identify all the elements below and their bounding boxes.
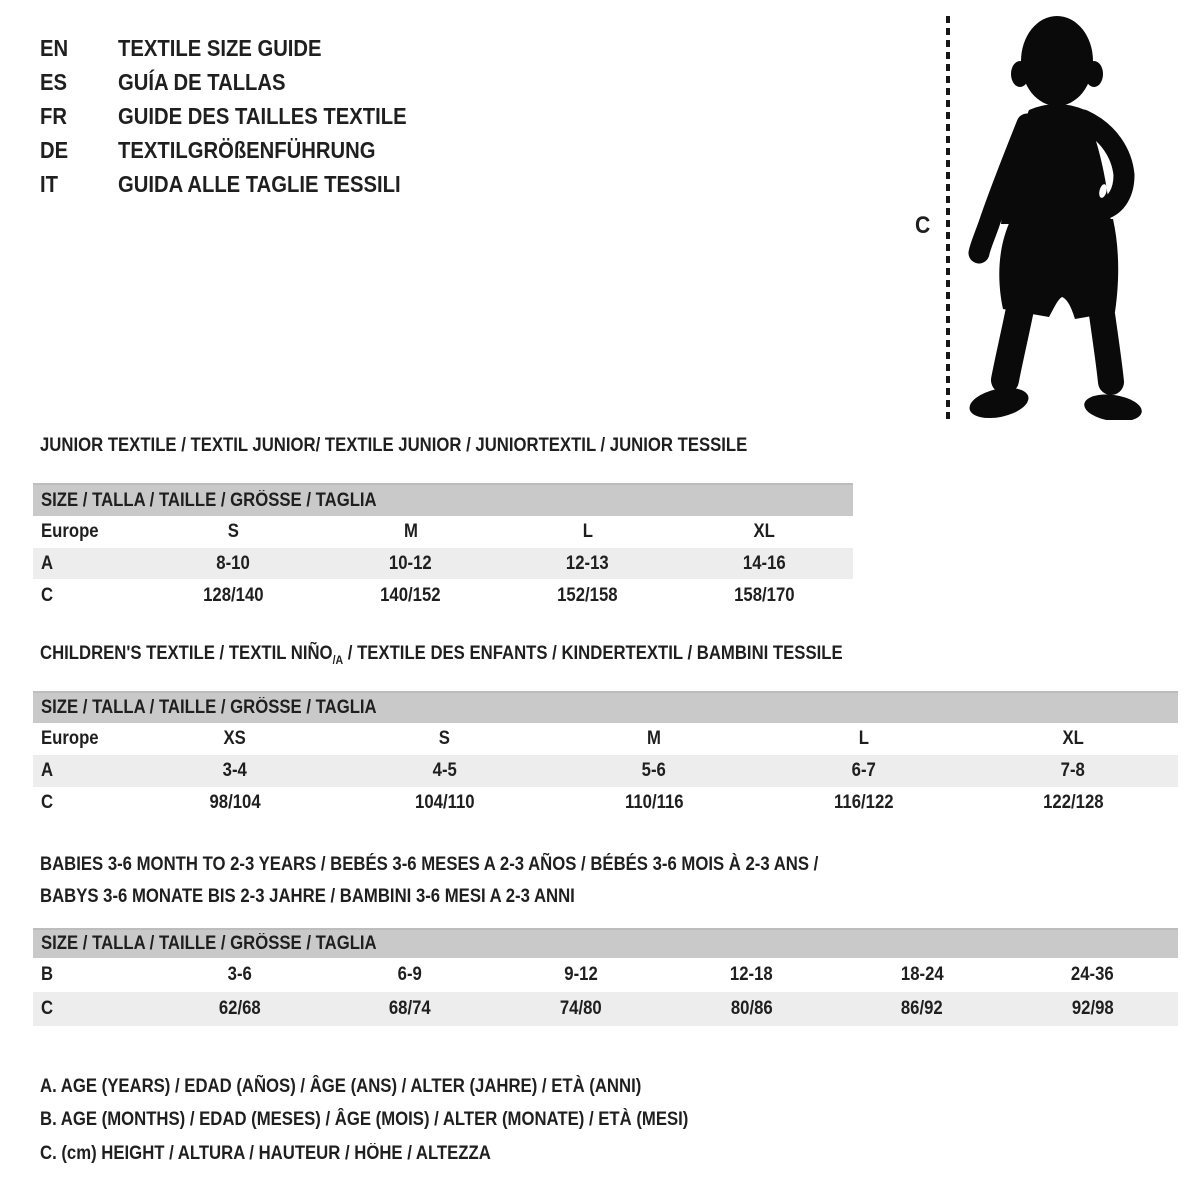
size-value: M (403, 521, 418, 542)
size-header-cell (33, 929, 1178, 958)
months-value: 3-6 (227, 964, 252, 985)
value-cell (837, 958, 1008, 992)
toddler-silhouette-icon (963, 14, 1153, 420)
children-section-title (40, 642, 952, 672)
value-cell (1007, 958, 1178, 992)
legend-line-a (40, 1075, 723, 1099)
value-cell (145, 579, 322, 612)
junior-section-title (40, 434, 844, 458)
age-value: 8-10 (216, 552, 251, 574)
row-label-cell (33, 723, 130, 755)
language-row-es (40, 65, 446, 99)
months-value: 24-36 (1071, 964, 1115, 985)
children-section-title-text (40, 642, 843, 672)
height-value: 92/98 (1071, 998, 1114, 1019)
height-value: 152/158 (557, 584, 618, 606)
size-header-text: SIZE / TALLA / TAILLE / GRÖSSE / TAGLIA (41, 489, 377, 511)
language-header (40, 31, 446, 201)
value-cell (340, 787, 550, 819)
row-label-cell (33, 958, 154, 992)
title-part: CHILDREN'S TEXTILE / TEXTIL NIÑO (40, 643, 333, 664)
size-value: XL (1062, 728, 1084, 749)
height-value: 128/140 (203, 584, 264, 606)
value-cell (154, 958, 325, 992)
height-measure-dashed-line (946, 16, 950, 420)
legend-line-b (40, 1108, 777, 1132)
value-cell (1007, 992, 1178, 1026)
age-value: 5-6 (641, 760, 667, 781)
size-header-text: SIZE / TALLA / TAILLE / GRÖSSE / TAGLIA (41, 933, 377, 954)
size-cell (130, 723, 340, 755)
junior-section-title-text: JUNIOR TEXTILE / TEXTIL JUNIOR/ TEXTILE JUNIOR / JUNIORTEXTIL / JUNIOR TESSILE (40, 435, 748, 456)
size-cell (145, 516, 322, 548)
height-value: 104/110 (414, 792, 475, 813)
row-label-cell (33, 516, 145, 548)
value-cell (666, 992, 837, 1026)
height-measure-label: C (915, 212, 931, 239)
size-cell (676, 516, 853, 548)
babies-size-table (33, 928, 1178, 1026)
age-value: 6-7 (851, 760, 876, 781)
value-cell (676, 548, 853, 579)
value-cell (130, 787, 340, 819)
legend-text-a: A. AGE (YEARS) / EDAD (AÑOS) / ÂGE (ANS) / ALTER (JAHRE) / ETÀ (ANNI) (40, 1076, 642, 1097)
months-value: 6-9 (397, 964, 423, 985)
age-value: 12-13 (566, 552, 609, 574)
size-cell (322, 516, 499, 548)
age-value: 14-16 (743, 552, 786, 574)
age-value: 3-4 (222, 760, 247, 781)
size-value: S (438, 728, 450, 749)
height-value: 98/104 (209, 792, 261, 813)
junior-size-table (33, 483, 853, 612)
value-cell (325, 958, 496, 992)
size-header-cell (33, 484, 853, 516)
height-row (33, 579, 853, 612)
height-value: 74/80 (559, 998, 602, 1019)
height-row (33, 992, 1178, 1026)
months-value: 9-12 (563, 964, 598, 985)
size-value: M (647, 728, 661, 749)
value-cell (549, 787, 759, 819)
language-row-en (40, 31, 446, 65)
language-code: ES (40, 69, 68, 95)
height-value: 80/86 (730, 998, 773, 1019)
size-value: S (227, 521, 240, 542)
row-label-cell (33, 787, 130, 819)
size-value: XL (753, 521, 776, 542)
age-row (33, 548, 853, 579)
height-value: 140/152 (380, 584, 441, 606)
value-cell (837, 992, 1008, 1026)
row-label-cell (33, 755, 130, 787)
value-cell (325, 992, 496, 1026)
value-cell (495, 958, 666, 992)
language-row-fr (40, 99, 446, 133)
language-row-de (40, 133, 446, 167)
size-value: L (582, 521, 593, 542)
region-label: Europe (41, 521, 99, 542)
value-cell (666, 958, 837, 992)
age-value: 4-5 (432, 760, 457, 781)
height-value: 86/92 (901, 998, 943, 1019)
language-row-it (40, 167, 446, 201)
title-subscript: /A (332, 653, 344, 667)
height-row (33, 787, 1178, 819)
value-cell (968, 787, 1178, 819)
age-row (33, 755, 1178, 787)
value-cell (499, 548, 676, 579)
language-code: IT (40, 171, 58, 197)
row-label: B (41, 964, 54, 985)
height-value: 158/170 (734, 584, 795, 606)
value-cell (340, 755, 550, 787)
title-part: / TEXTILE DES ENFANTS / KINDERTEXTIL / BAMBINI TESSILE (343, 643, 843, 664)
months-value: 12-18 (729, 964, 773, 985)
language-label: TEXTILGRÖßENFÜHRUNG (118, 137, 376, 163)
value-cell (495, 992, 666, 1026)
babies-section-title-line1 (40, 853, 924, 877)
row-label: A (41, 760, 54, 781)
value-cell (549, 755, 759, 787)
region-label: Europe (41, 728, 99, 749)
value-cell (130, 755, 340, 787)
row-label-cell (33, 579, 145, 612)
age-value: 7-8 (1061, 760, 1086, 781)
language-code: EN (40, 35, 69, 61)
size-cell (549, 723, 759, 755)
value-cell (499, 579, 676, 612)
legend-text-b: B. AGE (MONTHS) / EDAD (MESES) / ÂGE (MOIS) / ALTER (MONATE) / ETÀ (MESI) (40, 1109, 689, 1130)
value-cell (322, 548, 499, 579)
value-cell (759, 787, 969, 819)
size-value: L (858, 728, 869, 749)
row-label-cell (33, 992, 154, 1026)
children-size-table (33, 691, 1178, 819)
size-cell (759, 723, 969, 755)
region-row (33, 516, 853, 548)
size-header-bar (33, 692, 1178, 723)
language-label: GUIDE DES TAILLES TEXTILE (118, 103, 407, 129)
language-label: GUÍA DE TALLAS (118, 69, 286, 95)
row-label: C (41, 998, 54, 1019)
value-cell (154, 992, 325, 1026)
row-label: C (41, 584, 54, 606)
size-cell (499, 516, 676, 548)
size-header-text: SIZE / TALLA / TAILLE / GRÖSSE / TAGLIA (41, 697, 377, 718)
height-value: 62/68 (218, 998, 261, 1019)
age-value: 10-12 (389, 552, 432, 574)
babies-title-text-1: BABIES 3-6 MONTH TO 2-3 YEARS / BEBÉS 3-6 MESES A 2-3 AÑOS / BÉBÉS 3-6 MOIS À 2-3 ANS / (40, 854, 819, 875)
value-cell (145, 548, 322, 579)
language-code: FR (40, 103, 67, 129)
region-row (33, 723, 1178, 755)
height-value: 122/128 (1042, 792, 1104, 813)
height-value: 68/74 (389, 998, 431, 1019)
value-cell (322, 579, 499, 612)
size-value: XS (223, 728, 246, 749)
row-label: A (41, 552, 54, 574)
row-label-cell (33, 548, 145, 579)
language-code: DE (40, 137, 69, 163)
value-cell (968, 755, 1178, 787)
value-cell (759, 755, 969, 787)
row-label: C (41, 792, 54, 813)
language-label: GUIDA ALLE TAGLIE TESSILI (118, 171, 401, 197)
height-value: 116/122 (833, 792, 894, 813)
language-label: TEXTILE SIZE GUIDE (118, 35, 322, 61)
size-header-bar (33, 929, 1178, 958)
size-header-bar (33, 484, 853, 516)
legend-line-c (40, 1142, 552, 1166)
months-value: 18-24 (900, 964, 944, 985)
height-value: 110/116 (624, 792, 684, 813)
size-cell (340, 723, 550, 755)
babies-title-text-2: BABYS 3-6 MONATE BIS 2-3 JAHRE / BAMBINI 3-6 MESI A 2-3 ANNI (40, 886, 575, 907)
babies-section-title-line2 (40, 885, 648, 909)
value-cell (676, 579, 853, 612)
size-cell (968, 723, 1178, 755)
legend-text-c: C. (cm) HEIGHT / ALTURA / HAUTEUR / HÖHE / ALTEZZA (40, 1143, 491, 1164)
size-header-cell (33, 692, 1178, 723)
months-row (33, 958, 1178, 992)
